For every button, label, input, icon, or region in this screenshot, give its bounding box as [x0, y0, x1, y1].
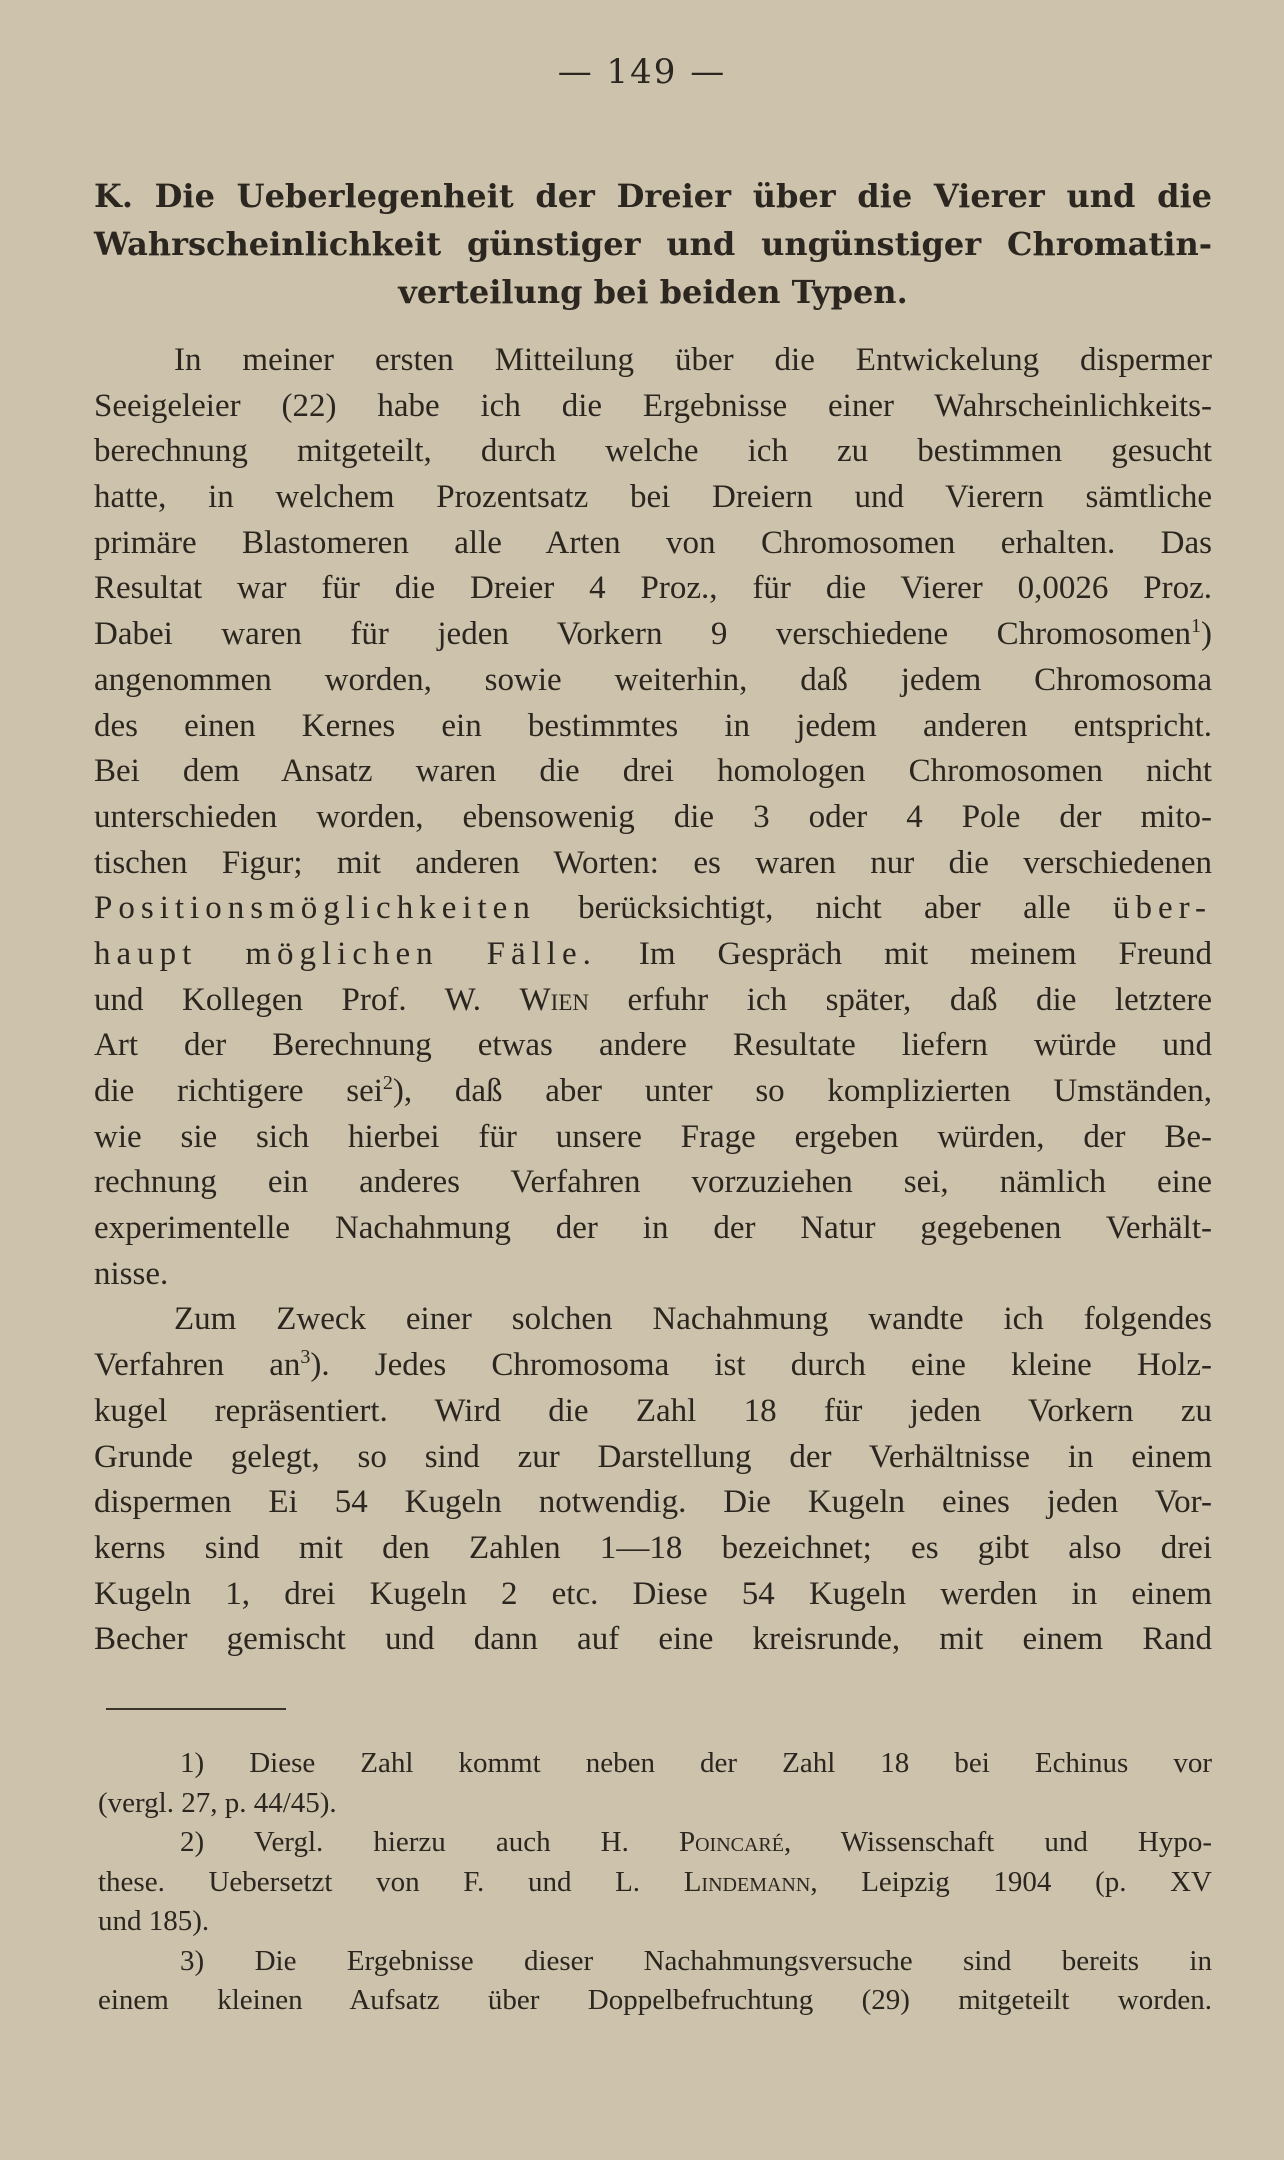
- text-line: rechnung ein anderes Verfahren vorzuziehen sei, nämlich eine: [94, 1164, 1212, 1201]
- section-heading: [94, 172, 1212, 316]
- text-line: Zum Zweck einer solchen Nachahmung wandte ich folgendes: [174, 1301, 1212, 1338]
- text-run: Verfahren an: [94, 1347, 301, 1384]
- text-line: Art der Berechnung etwas andere Resultate liefern würde und: [94, 1027, 1212, 1064]
- text-run: these. Uebersetzt von F. und L.: [98, 1865, 684, 1898]
- text-line: Bei dem Ansatz waren die drei homologen Chromosomen nicht: [94, 753, 1212, 790]
- footnotes: [98, 1744, 1212, 2021]
- text-run: Dabei waren für jeden Vorkern 9 verschiedene Chromosomen: [94, 616, 1191, 653]
- text-run: ), daß aber unter so komplizierten Umständen,: [392, 1073, 1212, 1109]
- text-line: wie sie sich hierbei für unsere Frage ergeben würden, der Be-: [94, 1118, 1212, 1155]
- text-line: [94, 886, 1212, 932]
- text-line: experimentelle Nachahmung der in der Natur gegebenen Verhält-: [94, 1210, 1212, 1247]
- text-line: kugel repräsentiert. Wird die Zahl 18 für jeden Vorkern zu: [94, 1392, 1212, 1429]
- footnote-line: 1) Diese Zahl kommt neben der Zahl 18 bei Echinus vor: [180, 1747, 1212, 1779]
- text-line: primäre Blastomeren alle Arten von Chromosomen erhalten. Das: [94, 524, 1212, 561]
- heading-line-2: Wahrscheinlichkeit günstiger und ungünstiger Chromatin-: [94, 225, 1212, 263]
- text-run: die richtigere sei: [94, 1073, 383, 1109]
- text-run: ): [1201, 616, 1212, 653]
- body-text: [94, 338, 1212, 1663]
- text-run: erfuhr ich später, daß die letztere: [588, 981, 1212, 1018]
- text-line: Becher gemischt und dann auf eine kreisrunde, mit einem Rand: [94, 1621, 1212, 1658]
- text-run: Im Gespräch mit meinem Freund: [596, 935, 1212, 972]
- footnote-line: [98, 1863, 1212, 1903]
- footnote-ref-1[interactable]: 1: [1191, 615, 1201, 638]
- text-line: nisse.: [94, 1255, 169, 1292]
- footnote-line: [98, 1823, 1212, 1863]
- author-name: Wien: [519, 981, 589, 1018]
- text-line: Resultat war für die Dreier 4 Proz., für die Vierer 0,0026 Proz.: [94, 570, 1212, 607]
- footnote-ref-3[interactable]: 3: [300, 1346, 311, 1369]
- text-line: berechnung mitgeteilt, durch welche ich zu bestimmen gesucht: [94, 433, 1212, 470]
- text-run: , Leipzig 1904 (p. XV: [810, 1865, 1213, 1898]
- text-line: [94, 932, 1212, 978]
- footnote-ref-2[interactable]: 2: [382, 1072, 393, 1094]
- author-name: Lindemann: [683, 1865, 811, 1898]
- heading-line-1: K. Die Ueberlegenheit der Dreier über die Vierer und die: [94, 177, 1212, 215]
- text-run: , Wissenschaft und Hypo-: [783, 1826, 1212, 1858]
- text-line: [94, 1069, 1212, 1115]
- text-run: ). Jedes Chromosoma ist durch eine kleine Holz-: [310, 1347, 1213, 1384]
- text-line: Seeigeleier (22) habe ich die Ergebnisse einer Wahrscheinlichkeits-: [94, 387, 1212, 424]
- text-line: In meiner ersten Mitteilung über die Entwickelung dispermer: [174, 342, 1212, 378]
- spaced-text: über-: [1113, 890, 1212, 927]
- text-line: [94, 1343, 1212, 1389]
- text-line: kerns sind mit den Zahlen 1—18 bezeichnet; es gibt also drei: [94, 1529, 1212, 1566]
- heading-line-3: verteilung bei beiden Typen.: [398, 273, 908, 311]
- text-line: hatte, in welchem Prozentsatz bei Dreiern und Vierern sämtliche: [94, 479, 1212, 516]
- text-run: und Kollegen Prof. W.: [94, 981, 520, 1018]
- spaced-text: Positionsmöglichkeiten: [94, 890, 536, 927]
- footnote-line: 3) Die Ergebnisse dieser Nachahmungsversuche sind bereits in: [180, 1944, 1212, 1977]
- text-line: Grunde gelegt, so sind zur Darstellung der Verhältnisse in einem: [94, 1438, 1212, 1475]
- text-line: tischen Figur; mit anderen Worten: es waren nur die verschiedenen: [94, 844, 1212, 881]
- text-run: berücksichtigt, nicht aber alle: [535, 890, 1114, 927]
- text-line: angenommen worden, sowie weiterhin, daß jedem Chromosoma: [94, 661, 1212, 698]
- text-line: [94, 612, 1212, 658]
- text-line: des einen Kernes ein bestimmtes in jedem anderen entspricht.: [94, 707, 1212, 744]
- page-number: — 149 —: [557, 52, 727, 92]
- footnote-divider: [106, 1708, 286, 1710]
- text-line: dispermen Ei 54 Kugeln notwendig. Die Kugeln eines jeden Vor-: [94, 1484, 1212, 1521]
- footnote-line: und 185).: [98, 1905, 210, 1937]
- footnote-line: (vergl. 27, p. 44/45).: [98, 1786, 337, 1819]
- text-line: [94, 978, 1212, 1024]
- text-line: Kugeln 1, drei Kugeln 2 etc. Diese 54 Kugeln werden in einem: [94, 1575, 1212, 1612]
- footnote-line: einem kleinen Aufsatz über Doppelbefruchtung (29) mitgeteilt worden.: [98, 1984, 1212, 2016]
- text-line: unterschieden worden, ebensowenig die 3 oder 4 Pole der mito-: [94, 798, 1212, 835]
- author-name: Poincaré: [678, 1826, 784, 1858]
- text-run: 2) Vergl. hierzu auch H.: [180, 1826, 679, 1858]
- spaced-text: haupt möglichen Fälle.: [94, 935, 597, 972]
